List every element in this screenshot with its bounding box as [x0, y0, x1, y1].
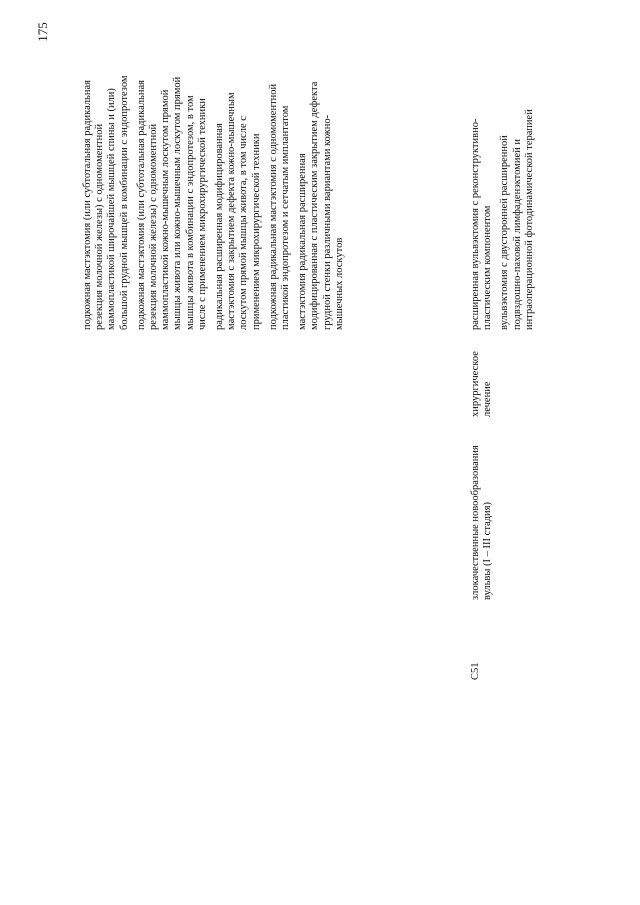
methods-top-list: [82, 68, 346, 330]
method-item: мастэктомия радикальная расширенная модифицированная с пластическим закрытием дефекта грудной стенки различными вариантами кожно-мышечных лоскутов: [297, 81, 345, 330]
method-item: радикальная расширенная модифицированная мастэктомия с закрытием дефекта кожно-мышечным лоскутом прямой мышцы живота, в том числе с применением микрохирургической техники: [214, 92, 262, 330]
page-number: 175: [35, 22, 50, 42]
method-item: подкожная мастэктомия (или субтотальная радикальная резекция молочной железы) с одномоментной маммопластикой широчайшей мышцей спины и (или) большой грудной мышцей в комбинации с эндопротезом: [82, 75, 130, 330]
method-item: подкожная радикальная мастэктомия с одномоментной пластикой эндопротезом и сетчатым имплантатом: [267, 83, 292, 330]
diagnosis-text: злокачественные новообразования вульвы (I – III стадия): [470, 445, 494, 600]
methods-bottom-list: [470, 90, 536, 330]
method-item: вульвэктомия с двусторонней расширенной подвздошно-паховой лимфаденэктомией и интраоперационной фотодинамической терапией: [499, 109, 535, 330]
method-item: расширенная вульвэктомия с реконструктивно-пластическим компонентом: [470, 118, 494, 330]
treatment-model: хирургическое лечение: [470, 351, 494, 417]
method-item: подкожная мастэктомия (или субтотальная радикальная резекция молочной железы) с одномоментной маммопластикой кожно-мышечным лоскутом прямой мышцы живота или кожно-мышечным лоскутом прямой мышцы живота в комбинации с эндопротезом, в том числе с применением микрохирургической техники: [135, 76, 208, 330]
icd-code: C51: [470, 662, 481, 680]
